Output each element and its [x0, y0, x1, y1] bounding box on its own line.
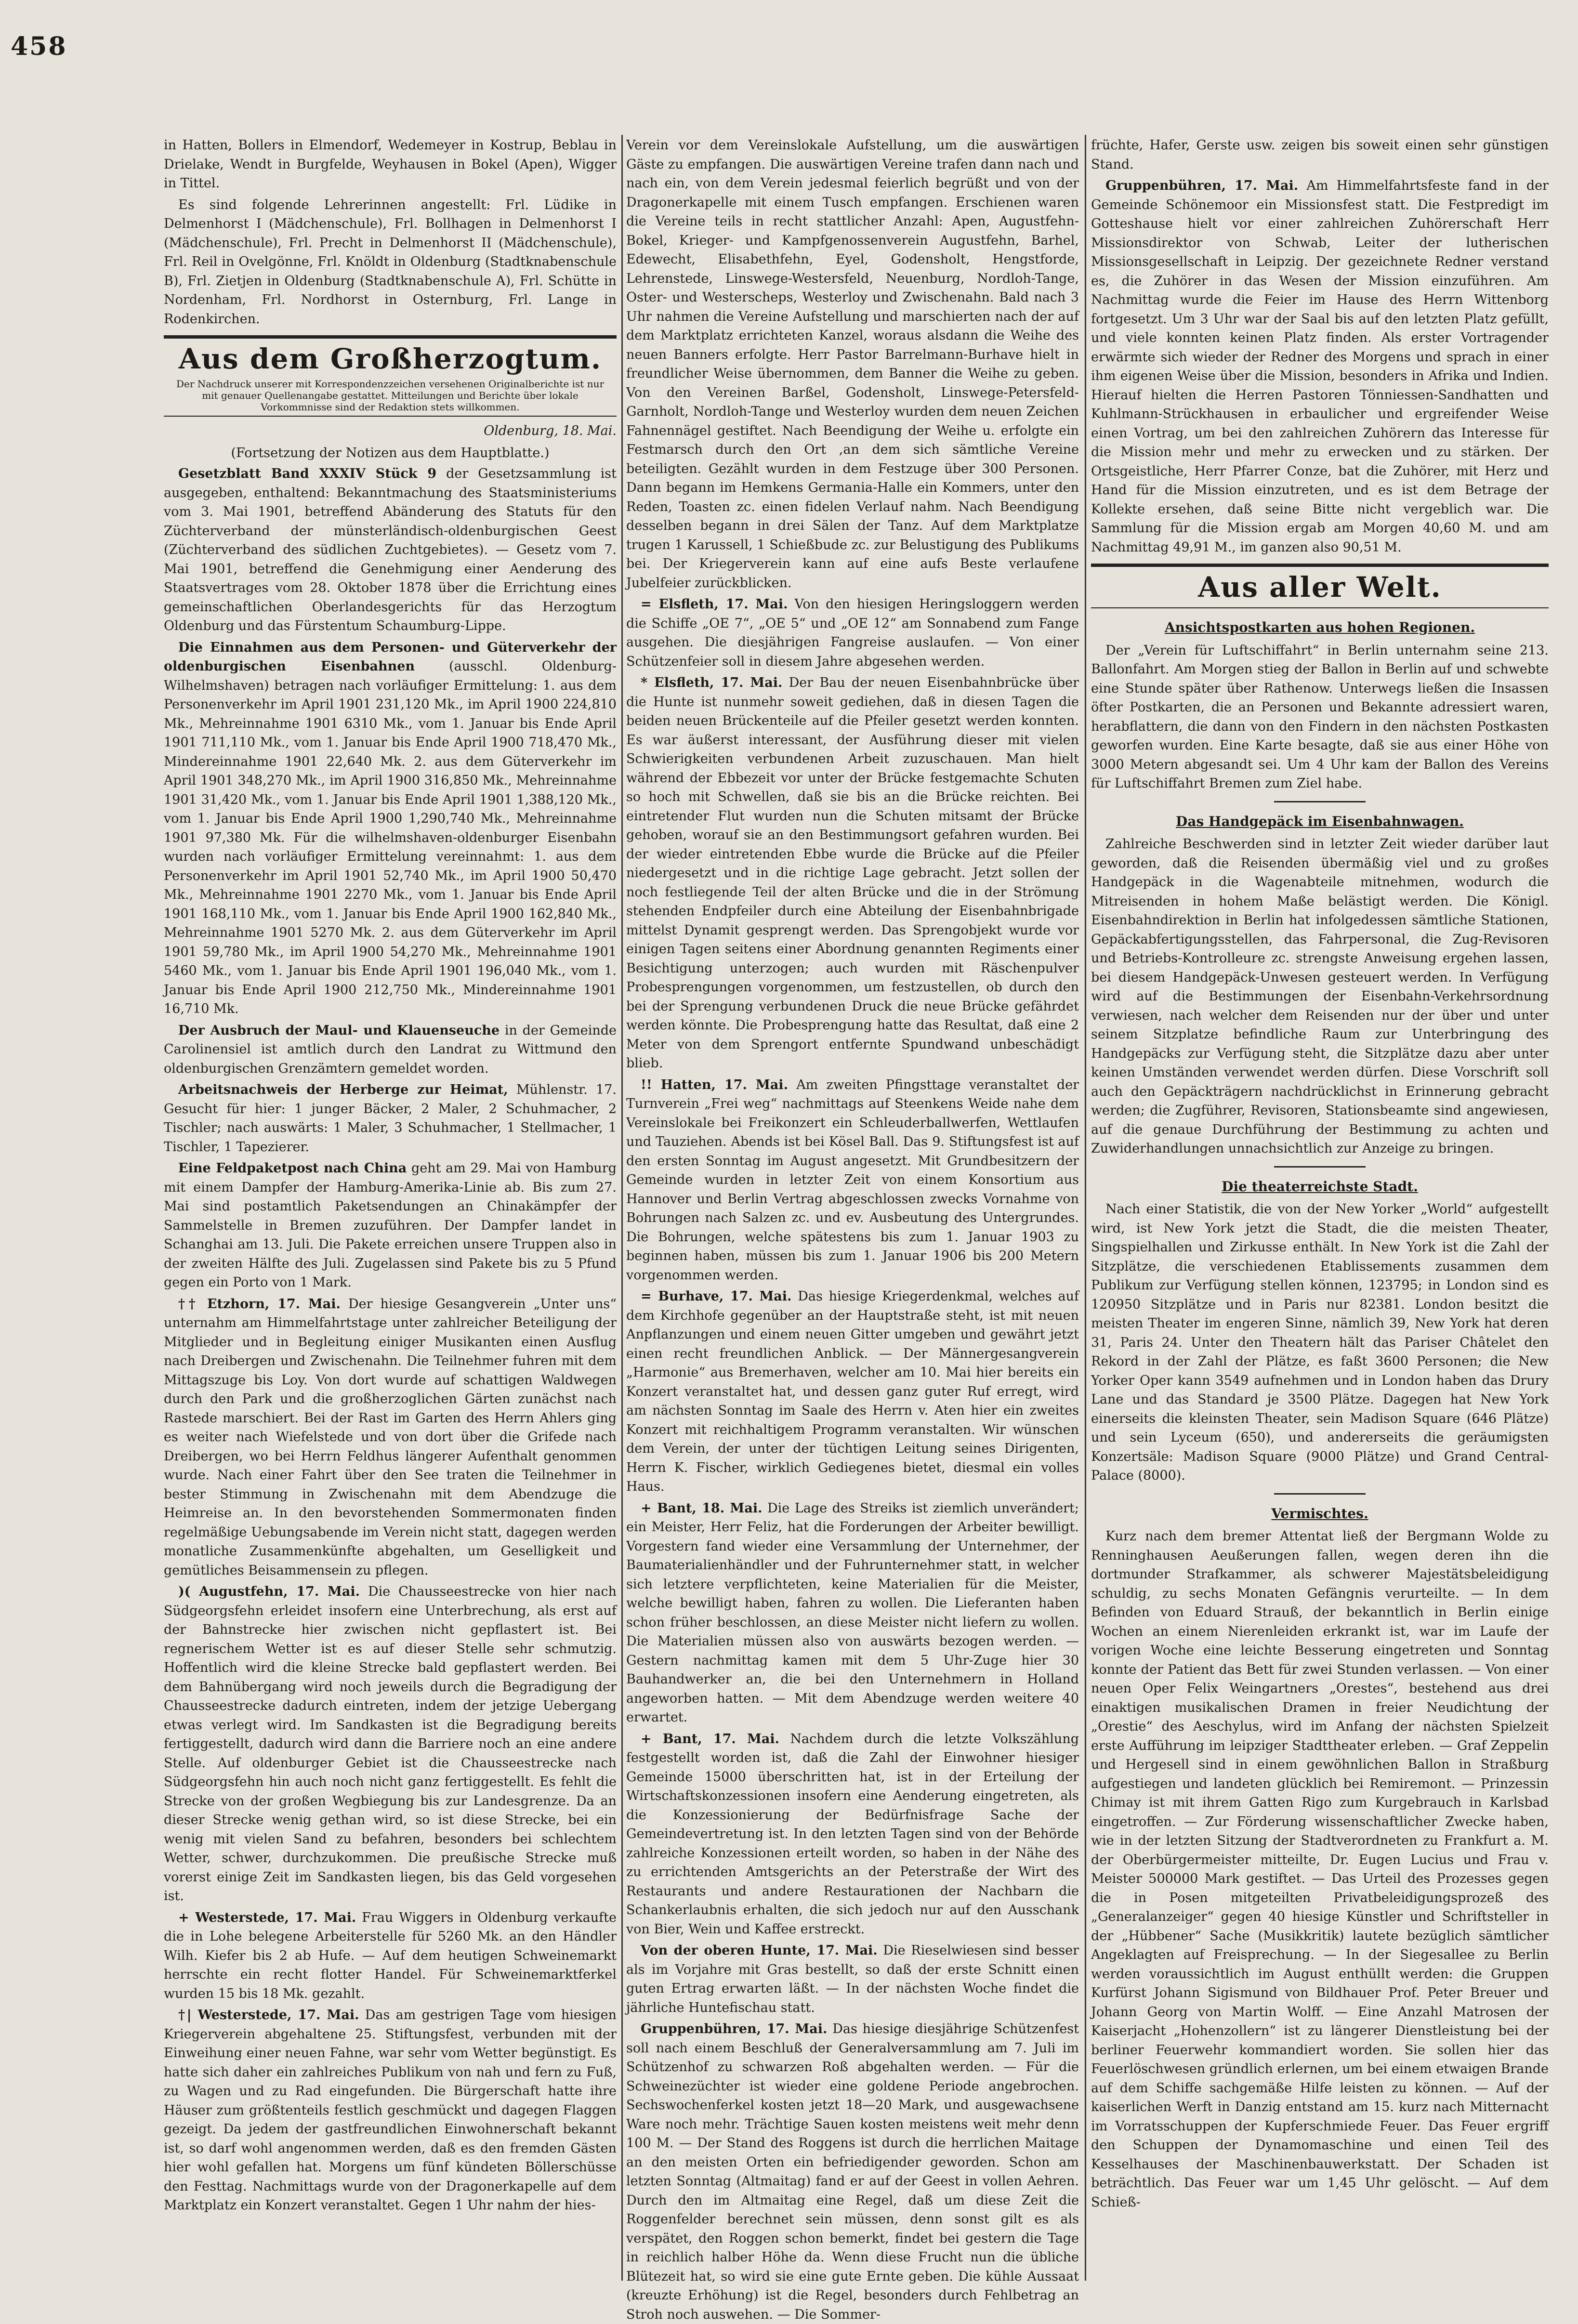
paragraph: Zahlreiche Beschwerden sind in letzter Zeit wieder darüber laut geworden, daß die Reisenden übermäßig viel und zu großes Handgepäck in die Wagenabteile mitnehmen, wodurch die Mitreisenden in hohem Maße belästigt werden. Die Königl. Eisenbahndirektion in Berlin hat infolgedessen sämtliche Stationen, Gepäckabfertigungsstellen, das Fahrpersonal, die Zug-Revisoren und Betriebs-Kontrolleure zc. strengste Anweisung ergehen lassen, bei diesem Handgepäck-Unwesen gesteuert werden. In Verfügung wird auf die Bestimmungen der Eisenbahn-Verkehrsordnung verwiesen, nach welcher dem Reisenden nur der über und unter seinem Sitzplatze befindliche Raum zur Unterbringung des Handgepäcks zur Verfügung steht, die Sitzplätze dazu aber unter keinen Umständen verwendet werden dürfen. Diese Vorschrift soll auch den Gepäckträgern nachdrücklichst in Erinnerung gebracht werden; die Zugführer, Revisoren, Stationsbeamte sind angewiesen, auf die genaue Durchführung der Bestimmung zu achten und Zuwiderhandlungen unnachsichtlich zur Anzeige zu bringen. — [1091, 837, 1549, 1156]
news-item — [626, 1730, 1079, 1939]
news-head: !! Hatten, 17. Mai. — [641, 1077, 788, 1092]
news-text: Der Bau der neuen Eisenbahnbrücke über die Hunte ist nunmehr soweit gediehen, daß in diesen Tagen die beiden neuen Brückenteile auf die Pfeiler gesetzt werden konnten. Es war äußerst interessant, der Ausführung dieser mit vielen Schwierigkeiten verbundenen Arbeit zuzuschauen. Man hielt während der Ebbezeit vor unter der Brücke festgemachte Schuten so hoch mit Schwellen, daß sie bis an die Brücke reichten. Bei eintretender Flut wurden nun die Schuten mitsamt der Brücke gehoben, worauf sie an den Bestimmungsort gefahren wurden. Bei der wieder eintretenden Ebbe wurde die Brücke auf die Pfeiler niedergesetzt und in die richtige Lage gebracht. Jetzt sollen der noch festliegende Teil der alten Brücke und die in der Strömung stehenden Endpfeiler durch eine Abteilung der Eisenbahnbrigade mittelst Dynamit gesprengt werden. Das Sprengobjekt wurde vor einigen Tagen seitens einer Abordnung genannten Regiments einer Besichtigung unterzogen; auch wurden mit Räschenpulver Probesprengungen vorgenommen, um festzustellen, ob durch den bei der Sprengung verbundenen Druck die neue Brücke gefährdet werden könnte. Die Probesprengung hatte das Resultat, daß eine 2 Meter von dem Sprengort entfernte Spundwand unbeschädigt blieb. — [626, 675, 1079, 1071]
paragraph: Kurz nach dem bremer Attentat ließ der Bergmann Wolde zu Renninghausen Aeußerungen fallen, wegen deren ihn die dortmunder Strafkammer, als schwerer Majestätsbeleidigung schuldig, zu sechs Monaten Gefängnis verurteilte. — In dem Befinden von Eduard Strauß, der bekanntlich in Berlin einige Wochen an einem Nierenleiden erkrankt ist, war im Laufe der vorigen Woche eine leichte Besserung eingetreten und Sonntag konnte der Patient das Bett für zwei Stunden verlassen. — Von einer neuen Oper Felix Weingartners „Orestes“, bestehend aus drei einaktigen musikalischen Dramen in freier Neudichtung der „Orestie“ des Aeschylus, wird im Anfang der nächsten Spielzeit erste Aufführung im leipziger Stadttheater erleben. — Graf Zeppelin und Hergesell sind in einem gewöhnlichen Ballon in Straßburg aufgestiegen und landeten glücklich bei Remiremont. — Prinzessin Chimay ist mit ihrem Gatten Rigo zum Kurgebrauch in Karlsbad eingetroffen. — Zur Förderung wissenschaftlicher Zwecke haben, wie in der letzten Sitzung der Stadtverordneten zu Frankfurt a. M. der Oberbürgermeister mitteilte, Dr. Eugen Lucius und Frau v. Meister 500000 Mark gestiftet. — Das Urteil des Prozesses gegen die in Posen mitgeteilten Privatbeleidigungsprozeß des „Generalanzeiger“ gegen 40 hiesige Künstler und Schriftsteller in der „Hübbener“ Sache (Musikkritik) lautete bezüglich sämtlicher Angeklagten auf Freisprechung. — In der Siegesallee zu Berlin werden voraussichtlich im August enthüllt werden: die Gruppen Kurfürst Johann Sigismund von Bildhauer Prof. Peter Breuer und Johann Georg von Martin Wolff. — Eine Anzahl Matrosen der Kaiserjacht „Hohenzollern“ ist zu längerer Dienstleistung bei der berliner Feuerwehr kommandiert worden. Sie sollen hier das Feuerlöschwesen gründlich erlernen, um bei einem etwaigen Brande auf dem Schiffe sachgemäße Hilfe leisten zu können. — Auf der kaiserlichen Werft in Danzig entstand am 15. kurz nach Mitternacht im Vorratsschuppen der Kupferschmiede Feuer. Das Feuer ergriff den Schuppen der Dynamomaschine und einen Teil des Kesselhauses der Maschinenbauwerkstatt. Der Schaden ist beträchtlich. Das Feuer war um 1,45 Uhr gelöscht. — Auf dem Schieß- — [1091, 1529, 1549, 2210]
continuation-note: (Fortsetzung der Notizen aus dem Hauptblatte.) — [231, 445, 550, 460]
news-head: Von der oberen Hunte, 17. Mai. — [641, 1943, 878, 1958]
news-item — [626, 1287, 1079, 1497]
news-text: Am Himmelfahrtsfeste fand in der Gemeinde Schönemoor ein Missionsfest statt. Die Festpredigt im Gotteshause hielt vor einer zahlreichen Zuhörerschaft Herr Missionsdirektor von Schwab, Leiter der lutherischen Missionsgesellschaft in Leipzig. Der gezeichnete Redner verstand es, die Zuhörer in das Wesen der Mission einzuführen. Am Nachmittag wurde die Feier im Hause des Herrn Wittenborg fortgesetzt. Um 3 Uhr war der Saal bis auf den letzten Platz gefüllt, und viele konnten keinen Platz finden. Als erster Vortragender erwärmte sich wieder der Redner des Morgens und sprach in einer ihm eigenen Weise über die Mission, besonders in Afrika und Indien. Hierauf hielten die Herren Pastoren Tönniessen-Sandhatten und Kuhlmann-Strückhausen in erbaulicher und ergreifender Weise einen Vortrag, um bei den zahlreichen Zuhörern das Interesse für die Mission mehr und mehr zu erwecken und zu stärken. Der Ortsgeistliche, Herr Pfarrer Conze, bat die Zuhörer, mit Herz und Hand für die Mission einzutreten, und es ist dem Betrage der Kollekte ersehen, daß seine Bitte nicht vergeblich war. Die Sammlung für die Mission ergab am Morgen 40,60 M. und am Nachmittag 49,91 M., im ganzen also 90,51 M. — [1091, 178, 1549, 555]
news-text: Frau Wiggers in Oldenburg verkaufte die in Lohe belegene Arbeiterstelle für 5260 Mk. an den Händler Wilh. Kiefer bis 2 ab Hufe. — Auf dem heutigen Schweinemarkt herrschte ein recht flotter Handel. Für Schweinemarktferkel wurden 15 bis 18 Mk. gezahlt. — [164, 1910, 617, 2001]
news-head: = Burhave, 17. Mai. — [641, 1289, 792, 1304]
news-text: Der hiesige Gesangverein „Unter uns“ unternahm am Himmelfahrtstage unter zahlreicher Beteiligung der Mitglieder und in Begleitung einiger Musikanten einen Ausflug nach Dreibergen und Zwischenahn. Die Teilnehmer fuhren mit dem Mittagszuge bis Loy. Von dort wurde auf schattigen Waldwegen durch den Park und die großherzoglichen Gärten zunächst nach Rastede marschiert. Bei der Rast im Garten des Herrn Ahlers ging es weiter nach Wiefelstede und von dort über die Grifede nach Dreibergen, wo bei Herrn Feldhus längerer Aufenthalt genommen wurde. Nach einer Fahrt über den See traten die Teilnehmer in bester Stimmung in Zwischenahn mit dem Abendzuge die Heimreise an. In den bevorstehenden Sommermonaten finden regelmäßige Uebungsabende im Verein nicht statt, dagegen werden monatliche Zusammenkünfte abgehalten, um Geselligkeit und gemütliches Beisammensein zu pflegen. — [164, 1296, 617, 1578]
news-text: Die Rieselwiesen sind besser als im Vorjahre mit Gras bestellt, so daß der erste Schnitt einen guten Ertrag erwarten läßt. — In der nächsten Woche findet die jährliche Huntefischau statt. — [626, 1943, 1079, 2015]
news-text: (ausschl. Oldenburg-Wilhelmshaven) betragen nach vorläufiger Ermittelung: 1. aus dem Personenverkehr im April 1901 231,120 Mk., im April 1900 224,810 Mk., Mehreinnahme 1901 6310 Mk., vom 1. Januar bis Ende April 1901 711,110 Mk., vom 1. Januar bis Ende April 1900 718,470 Mk., Mindereinnahme 1901 22,640 Mk. 2. aus dem Güterverkehr im April 1901 348,270 Mk., im April 1900 316,850 Mk., Mehreinnahme 1901 31,420 Mk., vom 1. Januar bis Ende April 1901 1,388,120 Mk., vom 1. Januar bis Ende April 1900 1,290,740 Mk., Mehreinnahme 1901 97,380 Mk. Für die wilhelmshaven-oldenburger Eisenbahn wurden nach vorläufiger Ermittelung vereinnahmt: 1. aus dem Personenverkehr im April 1901 52,740 Mk., im April 1900 50,470 Mk., Mehreinnahme 1901 2270 Mk., vom 1. Januar bis Ende April 1901 168,110 Mk., vom 1. Januar bis Ende April 1900 162,840 Mk., Mehreinnahme 1901 5270 Mk. 2. aus dem Güterverkehr im April 1901 59,780 Mk., im April 1900 54,270 Mk., Mehreinnahme 1901 5460 Mk., vom 1. Januar bis Ende April 1901 196,040 Mk., vom 1. Januar bis Ende April 1900 212,750 Mk., Mindereinnahme 1901 16,710 Mk. — [164, 659, 617, 1016]
section-note: Der Nachdruck unserer mit Korrespondenzzeichen versehenen Originalberichte ist nur mit genauer Quellenangabe gestattet. Mitteilungen und Berichte über lokale Vorkommnisse sind der Redaktion stets willkommen. — [176, 378, 605, 413]
column-3 — [1091, 136, 1549, 2279]
news-head: Gruppenbühren, 17. Mai. — [1105, 178, 1299, 193]
news-head: Gruppenbühren, 17. Mai. — [641, 2022, 828, 2036]
news-item — [164, 1080, 617, 1156]
paragraph: früchte, Hafer, Gerste usw. zeigen bis soweit einen sehr günstigen Stand. — [1091, 138, 1549, 172]
news-text: Nachdem durch die letzte Volkszählung festgestellt worden ist, daß die Zahl der Einwohner hiesiger Gemeinde 15000 überschritten hat, ist in der Erteilung der Wirtschaftskonzessionen insofern eine Aenderung eingetreten, als die Konzessionierung der Bedürfnisfrage Sache der Gemeindevertretung ist. In den letzten Tagen sind von der Behörde zahlreiche Konzessionen erteilt worden, so haben in der Nähe des zu errichtenden Amtsgerichts an der Peterstraße der Wirt des Restaurants und andere Restaurationen der Nachbarn die Schankerlaubnis erhalten, die sich jedoch nur auf den Ausschank von Bier, Wein und Kaffee erstreckt. — [626, 1731, 1079, 1937]
news-head: )( Augustfehn, 17. Mai. — [178, 1584, 360, 1599]
section-header — [164, 335, 617, 417]
news-text: Das hiesige Kriegerdenkmal, welches auf dem Kirchhofe gegenüber an der Hauptstraße steht, ist mit neuen Anpflanzungen und einem neuen Gitter umgeben und gewährt jetzt einen recht freundlichen Anblick. — Der Männergesangverein „Harmonie“ aus Bremerhaven, welcher am 10. Mai hier bereits ein Konzert veranstaltet hat, und dessen ganz guter Ruf erregt, wird am nächsten Sonntag im Saale des Herrn v. Aten hier ein zweites Konzert mit reichhaltigem Programm veranstalten. Wir wünschen dem Verein, der unter der tüchtigen Leitung seines Dirigenten, Herrn K. Fischer, wirklich Gediegenes bietet, diesmal ein volles Haus. — [626, 1289, 1079, 1494]
news-text: Die Lage des Streiks ist ziemlich unverändert; ein Meister, Herr Feliz, hat die Forderungen der Arbeiter bewilligt. Vorgestern fand wieder eine Versammlung der Unternehmer, der Baumaterialienhändler und der Fuhrunternehmer statt, in welcher sich letztere verpflichteten, keine Materialien für die Meister, welche bewilligt haben, fahren zu wollen. Die Lieferanten haben schon früher beschlossen, an diese Meister nicht liefern zu wollen. Die Materialien müssen also von auswärts bezogen werden. — Gestern nachmittag kamen mit dem 5 Uhr-Zuge hier 30 Bauhandwerker an, die bei den Unternehmern in Holland angeworben hatten. — Mit dem Abendzuge werden weitere 40 erwartet. — [626, 1500, 1079, 1725]
news-head: = Elsfleth, 17. Mai. — [641, 597, 788, 612]
news-head: Arbeitsnachweis der Herberge zur Heimat, — [178, 1082, 508, 1097]
paragraph: Es sind folgende Lehrerinnen angestellt: Frl. Lüdike in Delmenhorst I (Mädchenschule), Frl. Bollhagen in Delmenhorst I (Mädchenschule), Frl. Precht in Delmenhorst II (Mädchenschule), Frl. Reil in Ovelgönne, Frl. Knöldt in Oldenburg (Stadtknabenschule B), Frl. Zietjen in Oldenburg (Stadtknabenschule A), Frl. Schütte in Nordenham, Frl. Nordhorst in Osternburg, Frl. Lange in Rodenkirchen. — [164, 197, 617, 327]
column-rule — [1085, 135, 1086, 2281]
divider — [164, 335, 617, 339]
news-text: Das hiesige diesjährige Schützenfest soll nach einem Beschluß der Generalversammlung am 7. Juli im Schützenhof zu schwarzen Roß abgehalten werden. — Für die Schweinezüchter ist wieder eine goldene Periode angebrochen. Sechswochenferkel kosten jetzt 18—20 Mark, und ausgewachsene Ware noch mehr. Trächtige Sauen kosten meistens weit mehr denn 100 M. — Der Stand des Roggens ist durch die herrlichen Maitage an den meisten Orten ein befriedigender geworden. Schon am letzten Sonntag (Altmaitag) fand er auf der Geest in vollen Aehren. Durch den im Altmaitag eine Regel, daß um diese Zeit die Roggenfelder berechnet sein müssen, denn sonst gilt es als verspätet, den Roggen schon bemerkt, findet bei gestern die Tage in reichlich halber Höhe da. Wenn diese Frucht nun die übliche Blütezeit hat, so wird sie eine gute Ernte geben. Die kühle Aussaat (kreuzte Erhöhung) ist die Regel, besonders durch Fehlbetrag an Stroh noch auswehen. — Die Sommer- — [626, 2022, 1079, 2322]
section-title: Aus aller Welt. — [1198, 571, 1442, 604]
news-item — [626, 1941, 1079, 2017]
article-title: Ansichtspostkarten aus hohen Regionen. — [1164, 619, 1475, 635]
news-item — [1091, 176, 1549, 557]
page-number: 458 — [11, 32, 67, 61]
news-head: †| Westerstede, 17. Mai. — [178, 2008, 359, 2022]
news-head: + Bant, 18. Mai. — [641, 1500, 763, 1516]
news-head: Eine Feldpaketpost nach China — [178, 1161, 407, 1176]
news-text: Von den hiesigen Heringsloggern werden die Schiffe „OE 7“, „OE 5“ und „OE 12“ am Sonnabend zum Fange ausgehen. Die diesjährigen Fangreise auslaufen. — Von einer Schützenfeier soll in diesem Jahre abgesehen werden. — [626, 597, 1079, 669]
news-head: †† Etzhorn, 17. Mai. — [178, 1296, 341, 1312]
news-head: Gesetzblatt Band XXXIV Stück 9 — [178, 466, 437, 481]
news-head: Der Ausbruch der Maul- und Klauenseuche — [178, 1023, 500, 1038]
divider — [1274, 801, 1366, 802]
article-title: Das Handgepäck im Eisenbahnwagen. — [1176, 813, 1464, 829]
divider — [1091, 607, 1549, 608]
news-item — [164, 1908, 617, 2004]
news-item — [626, 1499, 1079, 1727]
news-text: in der Gemeinde Carolinensiel ist amtlich durch den Landrat zu Wittmund den oldenburgischen Grenzämtern gemeldet worden. — [164, 1023, 617, 1076]
paragraph: Der „Verein für Luftschiffahrt“ in Berlin unternahm seine 213. Ballonfahrt. Am Morgen stieg der Ballon in Berlin auf und schwebte eine Stunde später über Rathenow. Unterwegs ließen die Insassen öfter Postkarten, die an Personen und Bekannte adressiert waren, herabflattern, die dann von den Findern in den nächsten Postkasten geworfen wurden. Eine Karte besagte, daß sie aus einer Höhe von 3000 Metern abgesandt sei. Um 4 Uhr kam der Ballon des Vereins für Luftschiffahrt Bremen zum Ziel habe. — [1091, 643, 1549, 791]
article-title: Die theaterreichste Stadt. — [1222, 1178, 1418, 1195]
news-item — [164, 1159, 617, 1292]
news-text: Das am gestrigen Tage vom hiesigen Kriegerverein abgehaltene 25. Stiftungsfest, verbunden mit der Einweihung einer neuen Fahne, war sehr vom Wetter begünstigt. Es hatte sich daher ein zahlreiches Publikum von nah und fern zu Fuß, zu Wagen und zu Rad eingefunden. Die Bürgerschaft hatte ihre Häuser zum größtenteils festlich geschmückt und dagegen Flaggen gezeigt. Da jedem der gastfreundlichen Einwohnerschaft bekannt ist, so darf wohl angenommen werden, daß es den fremden Gästen hier wohl gefallen hat. Morgens um fünf kündeten Böllerschüsse den Festtag. Nachmittags wurde von der Dragonerkapelle auf dem Marktplatz ein Konzert veranstaltet. Gegen 1 Uhr nahm der hies- — [164, 2008, 617, 2213]
news-head: + Bant, 17. Mai. — [641, 1731, 780, 1746]
paragraph: Verein vor dem Vereinslokale Aufstellung, um die auswärtigen Gäste zu empfangen. Die auswärtigen Vereine trafen dann nach und nach ein, von dem Verein jedesmal feierlich begrüßt und von der Dragonerkapelle mit einem Tusch empfangen. Erschienen waren die Vereine teils in recht stattlicher Anzahl: Apen, Augustfehn-Bokel, Krieger- und Kampfgenossenverein Augustfehn, Barhel, Edewecht, Elisabethfehn, Eyel, Godensholt, Hengstforde, Lehrenstede, Linswege-Westersfeld, Neuenburg, Nordloh-Tange, Oster- und Westerscheps, Westerloy und Zwischenahn. Bald nach 3 Uhr nahmen die Vereine Aufstellung und marschierten nach der auf dem Marktplatz errichteten Kanzel, woraus alsdann die Weihe des neuen Banners erfolgte. Herr Pastor Barrelmann-Burhave hielt in freundlicher Weise übernommen, dem Banner die Weihe zu geben. Von den Vereinen Barßel, Godensholt, Linswege-Petersfeld-Garnholt, Nordloh-Tange und Westerloy wurden dem neuen Zeichen Fahnennägel gestiftet. Nach Beendigung der Weihe u. erfolgte ein Festmarsch durch den Ort ,an dem sich sämtliche Vereine beteiligten. Gezählt wurden in dem Festzuge über 300 Personen. Dann begann im Hemkens Germania-Halle ein Kommers, unter den Reden, Toasten zc. einen fidelen Verlauf nahm. Nach Beendigung desselben begann in drei Sälen der Tanz. Auf dem Marktplatze trugen 1 Karussell, 1 Schießbude zc. zur Belustigung des Publikums bei. Der Kriegerverein kann auf eine aufs Beste verlaufene Jubelfeier zurückblicken. — [626, 138, 1079, 591]
article-title: Vermischtes. — [1271, 1505, 1368, 1522]
news-item — [626, 595, 1079, 671]
news-item — [164, 2006, 617, 2215]
divider — [1091, 564, 1549, 567]
news-item — [626, 673, 1079, 1073]
news-item — [164, 1021, 617, 1078]
column-1 — [164, 136, 617, 2279]
divider — [1274, 1166, 1366, 1168]
news-item — [164, 464, 617, 636]
news-head: * Elsfleth, 17. Mai. — [641, 675, 783, 690]
news-head: Die Einnahmen aus dem Personen- und Güterverkehr der oldenburgischen Eisenbahnen — [164, 640, 617, 674]
paragraph: Nach einer Statistik, die von der New Yorker „World“ aufgestellt wird, ist New York jetzt die Stadt, die die meisten Theater, Singspielhallen und Zirkusse enthält. In New York ist die Zahl der Sitzplätze, die verschiedenen Etablissements zusammen dem Publikum zur Verfügung stellen können, 123795; in London sind es 120950 Sitzplätze und in Paris nur 82381. London besitzt die meisten Theater im engeren Sinne, nämlich 39, New York hat deren 31, Paris 24. Unter den Theatern hält das Pariser Châtelet den Rekord in der Zahl der Plätze, es faßt 3600 Personen; die New Yorker Oper kann 3549 aufnehmen und in London haben das Drury Lane und das Standard je 3500 Plätze. Dagegen hat New York einerseits die kleinsten Theater, sein Madison Square (646 Plätze) und sein Lyceum (650), und andererseits die geräumigsten Konzertsäle: Madison Square (9000 Plätze) und Grand Central-Palace (8000). — [1091, 1202, 1549, 1483]
section-header — [1091, 564, 1549, 608]
divider — [164, 416, 617, 417]
news-item — [626, 1076, 1079, 1285]
dateline: Oldenburg, 18. Mai. — [484, 423, 617, 438]
column-2 — [626, 136, 1079, 2322]
news-item — [164, 638, 617, 1019]
news-item — [164, 1295, 617, 1580]
column-rule — [621, 135, 623, 2281]
divider — [1274, 1493, 1366, 1495]
paragraph: in Hatten, Bollers in Elmendorf, Wedemeyer in Kostrup, Beblau in Drielake, Wendt in Burgfelde, Weyhausen in Bokel (Apen), Wigger in Tittel. — [164, 138, 617, 191]
news-text: Am zweiten Pfingsttage veranstaltet der Turnverein „Frei weg“ nachmittags auf Steenkens Weide nahe dem Vereinslokale bei Freikonzert ein Schleuderballwerfen, Wettlaufen und Tauziehen. Abends ist bei Kösel Ball. Das 9. Stiftungsfest ist auf den ersten Sonntag im August angesetzt. Mit Grundbesitzern der Gemeinde wurden in letzter Zeit von einem Konsortium aus Hannover und Berlin Vertrag abgeschlossen zwecks Vornahme von Bohrungen nach Salzen zc. und ev. Ausbeutung des Untergrundes. Die Bohrungen, welche spätestens bis zum 1. Januar 1903 zu beginnen haben, müssen bis zum 1. Januar 1906 bis 200 Metern vorgenommen werden. — [626, 1077, 1079, 1283]
news-text: der Gesetzsammlung ist ausgegeben, enthaltend: Bekanntmachung des Staatsministeriums vom 3. Mai 1901, betreffend Abänderung des Statuts für den Züchterverband der münsterländisch-oldenburgischen Geest (Züchterverband des südlichen Zuchtgebietes). — Gesetz vom 7. Mai 1901, betreffend die Genehmigung einer Aenderung des Staatsvertrages vom 28. Oktober 1878 über die Errichtung eines gemeinschaftlichen Oberlandesgerichts für das Herzogtum Oldenburg und das Fürstentum Schaumburg-Lippe. — [164, 466, 617, 633]
news-text: Die Chausseestrecke von hier nach Südgeorgsfehn erleidet insofern eine Unterbrechung, als erst auf der Bahnstrecke hier zwischen nicht gepflastert ist. Bei regnerischem Wetter ist es auf dieser Stelle sehr schmutzig. Hoffentlich wird die kleine Strecke bald gepflastert werden. Bei dem Bahnübergang wird noch jeweils durch die Begradigung der Chausseestrecke dadurch eintreten, indem der jetzige Uebergang etwas verlegt wird. Im Sandkasten ist die Begradigung bereits fertiggestellt, dadurch wird dann die Barriere noch an eine andere Stelle. Auf oldenburger Gebiet ist die Chausseestrecke nach Südgeorgsfehn hin auch noch nicht ganz fertiggestellt. Es fehlt die Strecke von der großen Wegbiegung bis zur Landesgrenze. Da an dieser Strecke wenig gethan wird, so ist diese Strecke, bei ein wenig mit vielen Sand zu befahren, besonders bei schlechtem Wetter, schwer, durchzukommen. Die preußische Strecke muß vorerst einige Zeit im Sandkasten liegen, bis das Geld vorgesehen ist. — [164, 1584, 617, 1904]
news-text: geht am 29. Mai von Hamburg mit einem Dampfer der Hamburg-Amerika-Linie ab. Bis zum 27. Mai sind postamtlich Paketsendungen an Chinakämpfer der Sammelstelle in Bremen zuzuführen. Der Dampfer landet in Schanghai am 13. Juli. Die Pakete erreichen unsere Truppen also in der zweiten Hälfte des Juli. Zugelassen sind Pakete bis zu 5 Pfund gegen ein Porto von 1 Mark. — [164, 1161, 617, 1290]
news-item — [626, 2020, 1079, 2324]
section-title: Aus dem Großherzogtum. — [178, 342, 602, 375]
news-text: Mühlenstr. 17. Gesucht für hier: 1 junger Bäcker, 2 Maler, 2 Schuhmacher, 2 Tischler; nach auswärts: 1 Maler, 3 Schuhmacher, 1 Stellmacher, 1 Tischler, 1 Tapezierer. — [164, 1082, 617, 1155]
news-item — [164, 1582, 617, 1906]
news-head: + Westerstede, 17. Mai. — [178, 1910, 356, 1925]
